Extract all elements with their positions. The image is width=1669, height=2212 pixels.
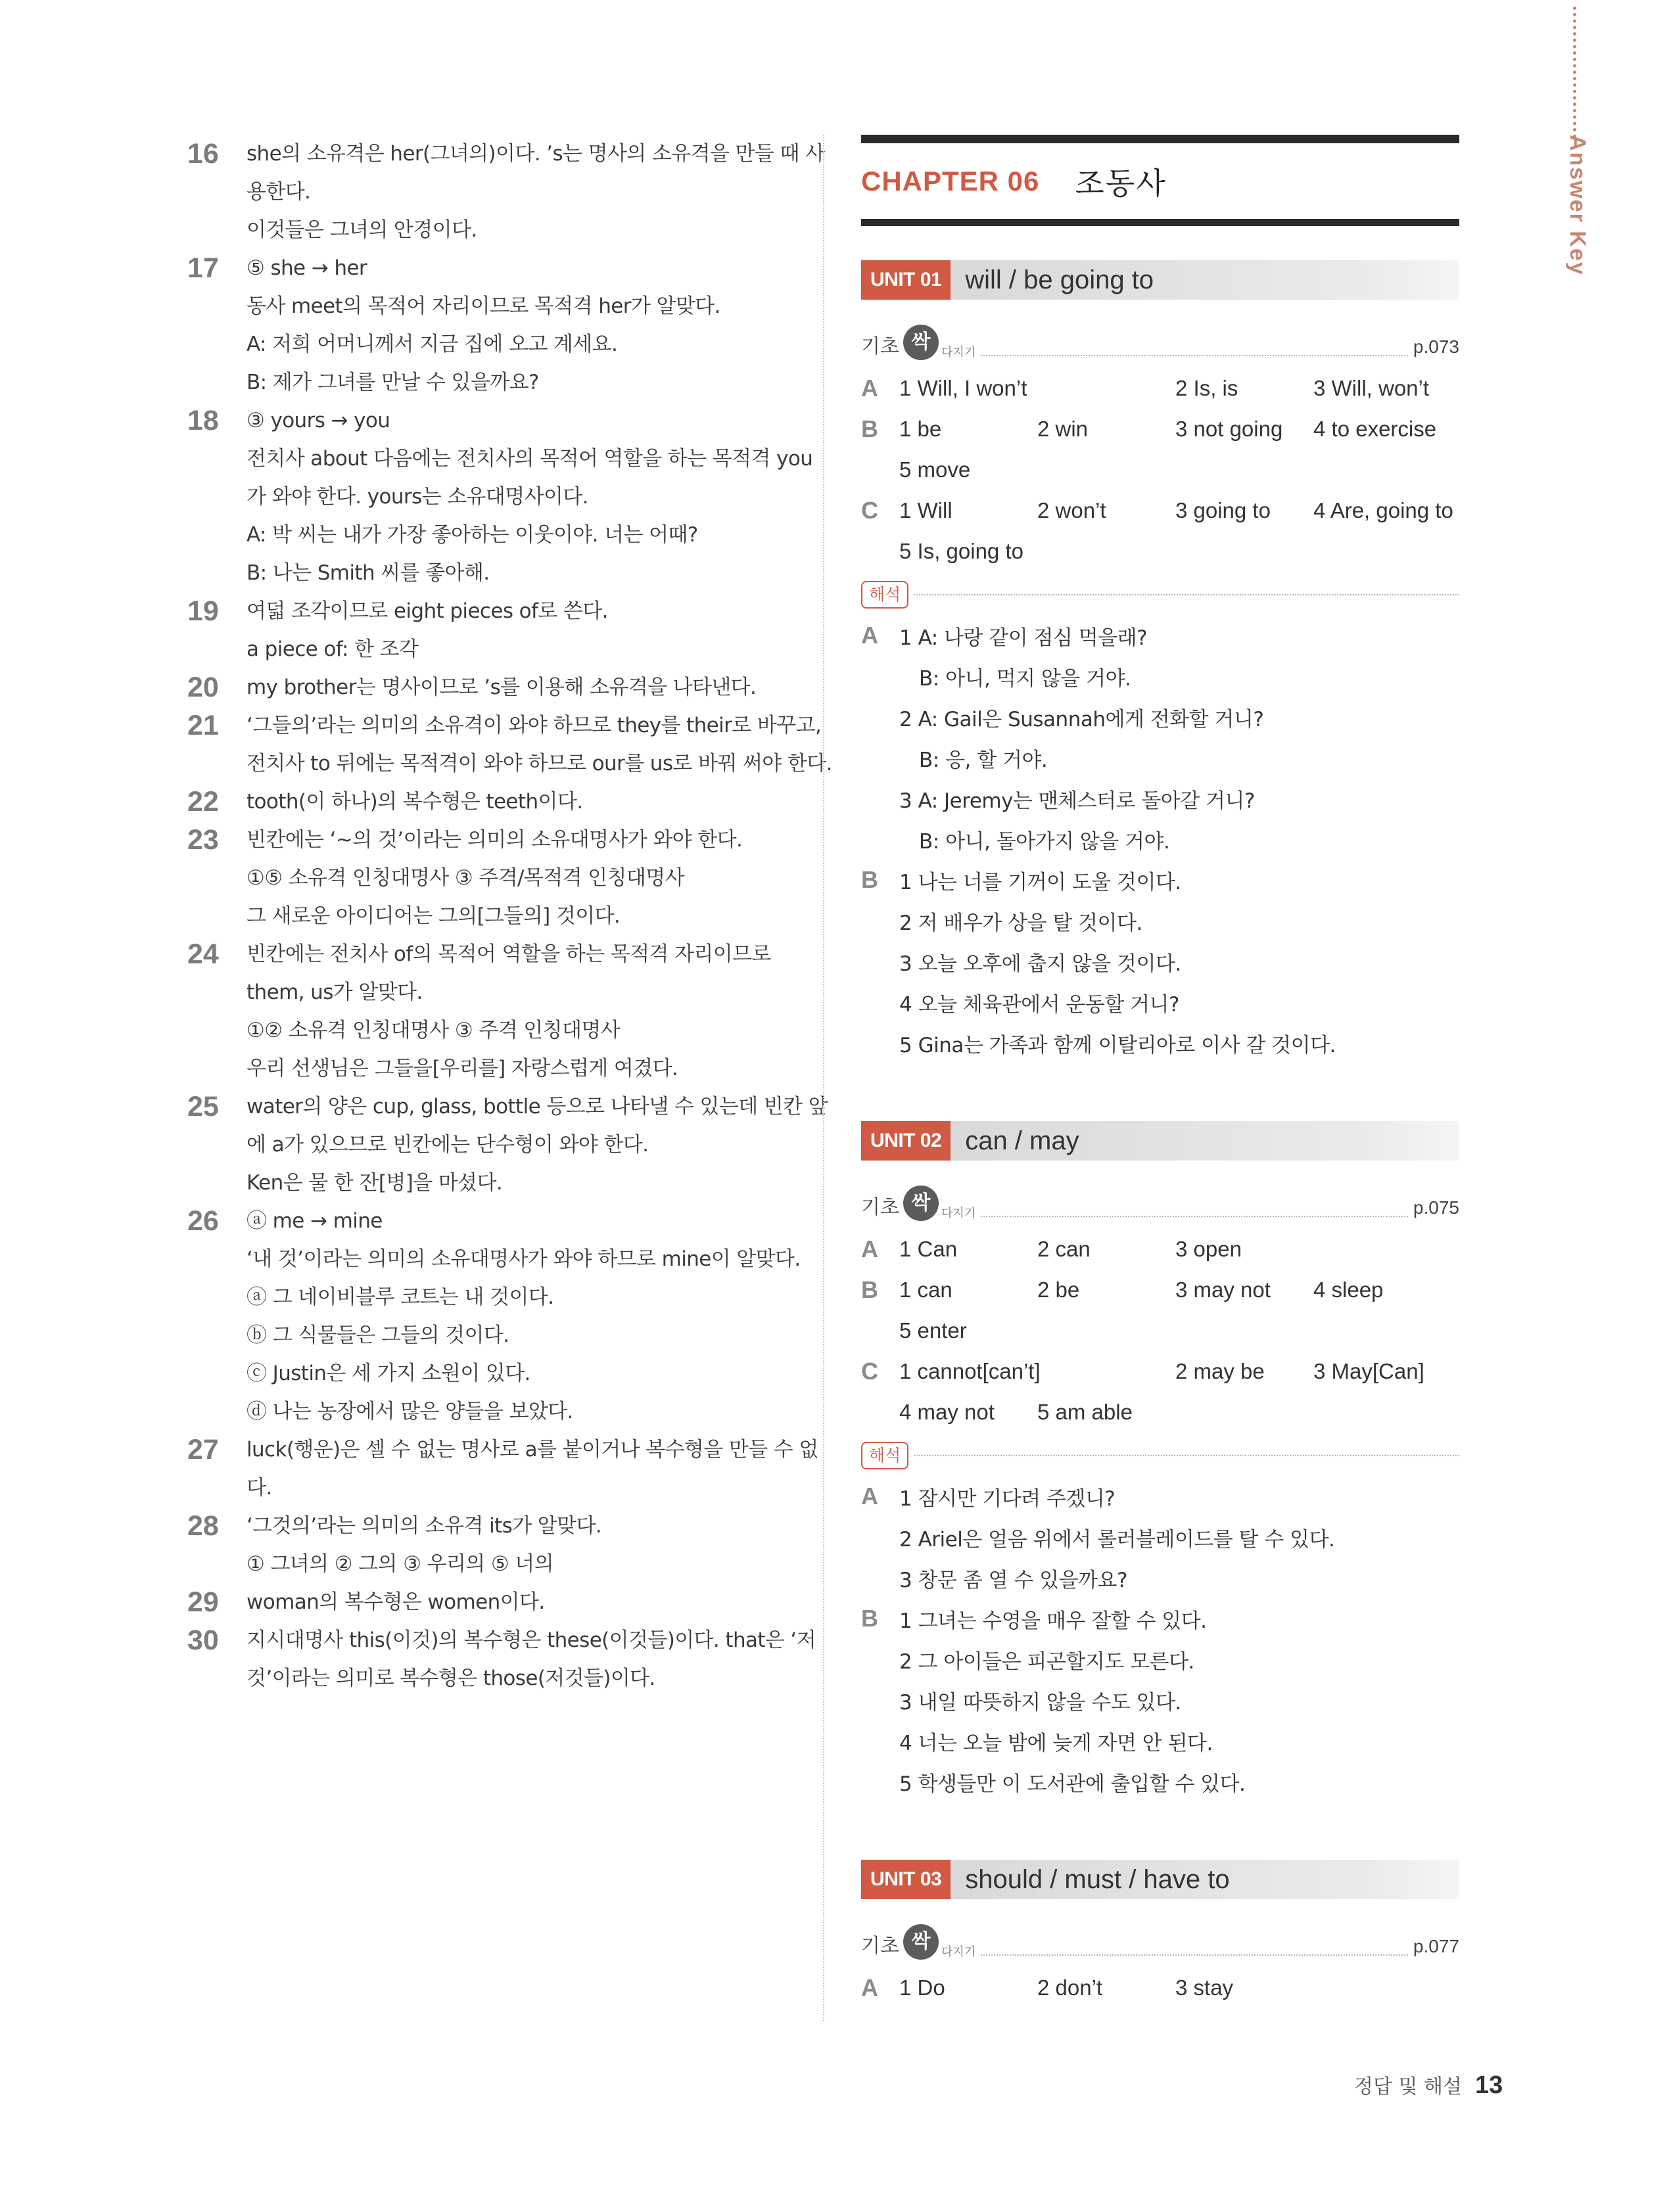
- section-letter: A: [861, 375, 878, 402]
- item-line: A: 저희 어머니께서 지금 집에 오고 계세요.: [247, 333, 618, 356]
- item-line: ①⑤ 소유격 인칭대명사 ③ 주격/목적격 인칭대명사: [247, 866, 684, 890]
- answer-item: [187, 1088, 828, 1202]
- answer: 2 won’t: [1037, 498, 1106, 522]
- answer-row-c: [861, 1351, 1459, 1392]
- item-line: 이것들은 그녀의 안경이다.: [247, 218, 477, 242]
- kicho-label: 기초: [861, 335, 899, 358]
- translation-row: 2 그 아이들은 피곤할지도 모른다.: [899, 1649, 1194, 1674]
- item-line: ⓐ 그 네이비블루 코트는 내 것이다.: [247, 1285, 554, 1309]
- item-number: 26: [187, 1205, 219, 1237]
- answer: 3 May[Can]: [1313, 1359, 1424, 1383]
- dada-label: 다지기: [941, 1207, 976, 1220]
- item-line: water의 양은 cup, glass, bottle 등으로 나타낼 수 있는데 빈칸 앞: [247, 1095, 828, 1118]
- page-ref: p.075: [1413, 1197, 1459, 1218]
- answer: 5 move: [899, 457, 971, 482]
- column-divider: [823, 135, 824, 2021]
- dotted-leader: [981, 1216, 1408, 1217]
- translation-row: 3 오늘 오후에 춥지 않을 것이다.: [899, 952, 1181, 976]
- answer: 4 Are, going to: [1313, 498, 1453, 522]
- kicho-row: [861, 1175, 1459, 1221]
- answer: 5 Is, going to: [899, 539, 1023, 563]
- answer: 1 be: [899, 417, 942, 441]
- item-line: ① 그녀의 ② 그의 ③ 우리의 ⑤ 너의: [247, 1552, 554, 1576]
- haesuk-badge: 해석: [861, 581, 908, 609]
- right-column: [861, 135, 1459, 2008]
- item-line: she의 소유격은 her(그녀의)이다. ’s는 명사의 소유격을 만들 때 사: [247, 142, 825, 166]
- item-line: ③ yours → you: [247, 409, 390, 432]
- unit-title: should / must / have to: [965, 1864, 1230, 1894]
- chapter-rule-top: [861, 135, 1459, 143]
- translation-row: 3 내일 따뜻하지 않을 수도 있다.: [899, 1690, 1181, 1715]
- page-footer: [1354, 2070, 1503, 2100]
- answer: 2 may be: [1175, 1359, 1265, 1383]
- side-tab-answer-key: Answer Key: [1565, 135, 1590, 276]
- haesuk-divider: [861, 576, 1459, 614]
- dada-label: 다지기: [941, 346, 976, 359]
- section-letter: B: [861, 866, 878, 893]
- answer-item: [187, 1507, 802, 1583]
- kicho-row: [861, 314, 1459, 360]
- unit-badge: UNIT 03: [861, 1860, 951, 1899]
- item-line: 가 와야 한다. yours는 소유대명사이다.: [247, 485, 588, 509]
- item-line: a piece of: 한 조각: [247, 637, 419, 661]
- answer-row-a: [861, 1229, 1459, 1270]
- chapter-header: [861, 143, 1459, 219]
- item-number: 20: [187, 672, 219, 703]
- answer-row-a: [861, 368, 1459, 409]
- item-line: 전치사 about 다음에는 전치사의 목적어 역할을 하는 목적격 you: [247, 447, 813, 471]
- item-line: 우리 선생님은 그들을[우리를] 자랑스럽게 여겼다.: [247, 1057, 678, 1080]
- answer: 1 Do: [899, 1975, 945, 2000]
- unit-header: [861, 260, 1459, 300]
- item-line: 것’이라는 의미로 복수형은 those(저것들)이다.: [247, 1667, 655, 1690]
- item-line: ⓐ me → mine: [247, 1209, 383, 1233]
- answer-item: [187, 821, 802, 935]
- answer: 1 cannot[can’t]: [899, 1359, 1041, 1383]
- item-number: 21: [187, 710, 219, 741]
- chapter-title: 조동사: [1075, 165, 1167, 201]
- answer: 5 enter: [899, 1318, 967, 1343]
- item-line: 빈칸에는 전치사 of의 목적어 역할을 하는 목적격 자리이므로: [247, 942, 771, 966]
- item-line: 동사 meet의 목적어 자리이므로 목적격 her가 알맞다.: [247, 294, 720, 318]
- translation-row: B: 아니, 돌아가지 않을 거야.: [919, 829, 1170, 854]
- answer-item: [187, 1202, 802, 1431]
- item-number: 25: [187, 1091, 219, 1122]
- unit-02: [861, 1121, 1459, 1802]
- item-line: tooth(이 하나)의 복수형은 teeth이다.: [247, 790, 583, 814]
- footer-text: 정답 및 해설: [1354, 2075, 1462, 2098]
- page-ref: p.073: [1413, 336, 1459, 357]
- answer: 3 may not: [1175, 1278, 1271, 1302]
- item-line: ‘그들의’라는 의미의 소유격이 와야 하므로 they를 their로 바꾸고,: [247, 714, 822, 737]
- answer-item: [187, 1583, 802, 1621]
- translation-row: 5 학생들만 이 도서관에 출입할 수 있다.: [899, 1772, 1246, 1796]
- item-line: 전치사 to 뒤에는 목적격이 와야 하므로 our를 us로 바꿔 써야 한다.: [247, 752, 832, 775]
- left-column: [187, 135, 832, 1697]
- item-line: Ken은 물 한 잔[병]을 마셨다.: [247, 1171, 503, 1195]
- item-line: luck(행운)은 셀 수 없는 명사로 a를 붙이거나 복수형을 만들 수 없: [247, 1438, 818, 1462]
- item-line: 지시대명사 this(이것)의 복수형은 these(이것들)이다. that은 ‘저: [247, 1628, 816, 1652]
- item-line: ⓒ Justin은 세 가지 소원이 있다.: [247, 1362, 530, 1385]
- translation-row: B: 응, 할 거야.: [919, 748, 1048, 772]
- translation-row: A 1 잠시만 기다려 주겠니?: [861, 1483, 1116, 1511]
- section-letter: A: [861, 1235, 878, 1262]
- item-number: 28: [187, 1510, 219, 1542]
- answer-row-c-cont: [861, 1392, 1459, 1433]
- answer-row-a: [861, 1968, 1459, 2008]
- kicho-row: [861, 1914, 1459, 1960]
- dotted-leader: [981, 1954, 1408, 1956]
- answer-item: [187, 935, 802, 1088]
- answer: 4 may not: [899, 1400, 995, 1424]
- answer-item: [187, 1621, 816, 1697]
- item-number: 24: [187, 938, 219, 970]
- item-number: 22: [187, 786, 219, 818]
- section-letter: A: [861, 1974, 878, 2001]
- translation-row: B 1 나는 너를 기꺼이 도울 것이다.: [861, 866, 1181, 894]
- ssak-badge-icon: 싹: [903, 1924, 939, 1960]
- answer-item: [187, 402, 813, 592]
- section-letter: B: [861, 1605, 878, 1632]
- unit-header: [861, 1121, 1459, 1161]
- translation-row: 4 오늘 체육관에서 운동할 거니?: [899, 992, 1179, 1017]
- translation-row: B: 아니, 먹지 않을 거야.: [919, 666, 1131, 691]
- item-line: ⑤ she → her: [247, 256, 367, 280]
- page-number: 13: [1474, 2071, 1503, 2099]
- item-line: ‘그것의’라는 의미의 소유격 its가 알맞다.: [247, 1514, 602, 1538]
- item-line: 에 a가 있으므로 빈칸에는 단수형이 와야 한다.: [247, 1133, 649, 1157]
- translation-row: B 1 그녀는 수영을 매우 잘할 수 있다.: [861, 1605, 1207, 1633]
- page-ref: p.077: [1413, 1936, 1459, 1956]
- item-number: 23: [187, 824, 219, 856]
- answer: 1 can: [899, 1278, 952, 1302]
- answer-item: [187, 135, 825, 249]
- answer: 3 open: [1175, 1237, 1242, 1261]
- dada-label: 다지기: [941, 1945, 976, 1959]
- item-line: ⓑ 그 식물들은 그들의 것이다.: [247, 1324, 509, 1347]
- dotted-leader: [981, 355, 1408, 356]
- answer-item: [187, 592, 802, 668]
- unit-badge: UNIT 02: [861, 1121, 951, 1161]
- unit-badge: UNIT 01: [861, 260, 951, 300]
- item-line: ‘내 것’이라는 의미의 소유대명사가 와야 하므로 mine이 알맞다.: [247, 1247, 801, 1271]
- answer-row-c-cont: [861, 531, 1459, 572]
- item-number: 27: [187, 1434, 219, 1465]
- item-line: woman의 복수형은 women이다.: [247, 1590, 545, 1614]
- unit-03: [861, 1860, 1459, 2008]
- translation-row: 2 Ariel은 얼음 위에서 롤러블레이드를 탈 수 있다.: [899, 1527, 1335, 1552]
- translation-row: 3 A: Jeremy는 맨체스터로 돌아갈 거니?: [899, 789, 1255, 813]
- item-line: 용한다.: [247, 180, 311, 204]
- answer: 1 Can: [899, 1237, 958, 1261]
- haesuk-divider: [861, 1437, 1459, 1475]
- item-line: 그 새로운 아이디어는 그의[그들의] 것이다.: [247, 904, 621, 928]
- answer-row-b: [861, 1270, 1459, 1310]
- item-line: my brother는 명사이므로 ’s를 이용해 소유격을 나타낸다.: [247, 676, 757, 699]
- answer: 2 Is, is: [1175, 376, 1238, 400]
- item-line: them, us가 알맞다.: [247, 980, 423, 1004]
- translation-row: A 1 A: 나랑 같이 점심 먹을래?: [861, 622, 1148, 650]
- answer: 2 win: [1037, 417, 1089, 441]
- answer: 1 Will: [899, 498, 952, 522]
- section-letter: C: [861, 497, 878, 524]
- item-line: B: 나는 Smith 씨를 좋아해.: [247, 561, 490, 585]
- ssak-badge-icon: 싹: [903, 1186, 939, 1221]
- section-letter: C: [861, 1358, 878, 1385]
- item-number: 17: [187, 252, 219, 284]
- item-line: 빈칸에는 ‘~의 것’이라는 의미의 소유대명사가 와야 한다.: [247, 828, 743, 852]
- translation-row: 2 A: Gail은 Susannah에게 전화할 거니?: [899, 707, 1264, 731]
- answer-row-c: [861, 490, 1459, 531]
- chapter-rule-bottom: [861, 219, 1459, 226]
- item-number: 16: [187, 138, 219, 170]
- item-number: 30: [187, 1624, 219, 1656]
- answer: 3 stay: [1175, 1975, 1234, 2000]
- answer: 3 not going: [1175, 417, 1283, 441]
- item-line: ①② 소유격 인칭대명사 ③ 주격 인칭대명사: [247, 1019, 621, 1042]
- translation-row: 3 창문 좀 열 수 있을까요?: [899, 1568, 1127, 1592]
- kicho-label: 기초: [861, 1935, 899, 1958]
- section-letter: A: [861, 1483, 878, 1509]
- section-letter: B: [861, 415, 878, 442]
- answer: 4 to exercise: [1313, 417, 1437, 441]
- item-line: ⓓ 나는 농장에서 많은 양들을 보았다.: [247, 1400, 573, 1423]
- answer-item: [187, 668, 802, 706]
- item-line: A: 박 씨는 내가 가장 좋아하는 이웃이야. 너는 어때?: [247, 523, 698, 547]
- item-number: 19: [187, 595, 219, 627]
- answer: 3 Will, won’t: [1313, 376, 1430, 400]
- kicho-label: 기초: [861, 1196, 899, 1219]
- chapter-label: CHAPTER 06: [861, 165, 1040, 196]
- section-letter: A: [861, 622, 878, 649]
- answer: 4 sleep: [1313, 1278, 1384, 1302]
- answer: 5 am able: [1037, 1400, 1133, 1424]
- unit-header: [861, 1860, 1459, 1899]
- item-line: 다.: [247, 1476, 272, 1500]
- item-line: 여덟 조각이므로 eight pieces of로 쓴다.: [247, 599, 608, 623]
- translation-row: 4 너는 오늘 밤에 늦게 자면 안 된다.: [899, 1731, 1213, 1755]
- unit-title: will / be going to: [965, 265, 1154, 294]
- answer: 2 be: [1037, 1278, 1080, 1302]
- side-tab-dots: [1573, 7, 1576, 138]
- answer: 3 going to: [1175, 498, 1271, 522]
- item-number: 29: [187, 1586, 219, 1618]
- item-number: 18: [187, 405, 219, 436]
- haesuk-badge: 해석: [861, 1442, 908, 1469]
- item-line: B: 제가 그녀를 만날 수 있을까요?: [247, 371, 539, 394]
- answer-row-b: [861, 409, 1459, 449]
- answer: 2 don’t: [1037, 1975, 1103, 2000]
- translation-row: 5 Gina는 가족과 함께 이탈리아로 이사 갈 것이다.: [899, 1033, 1336, 1057]
- ssak-badge-icon: 싹: [903, 325, 939, 360]
- unit-title: can / may: [965, 1126, 1079, 1155]
- answer: 1 Will, I won’t: [899, 376, 1027, 400]
- answer-row-b-cont: [861, 449, 1459, 490]
- translation-row: 2 저 배우가 상을 탈 것이다.: [899, 911, 1142, 935]
- answer-item: [187, 249, 802, 402]
- answer-item: [187, 1431, 818, 1507]
- answer: 2 can: [1037, 1237, 1091, 1261]
- answer-item: [187, 783, 802, 821]
- answer-row-b-cont: [861, 1310, 1459, 1351]
- section-letter: B: [861, 1276, 878, 1303]
- unit-01: [861, 260, 1459, 1063]
- answer-item: [187, 706, 832, 783]
